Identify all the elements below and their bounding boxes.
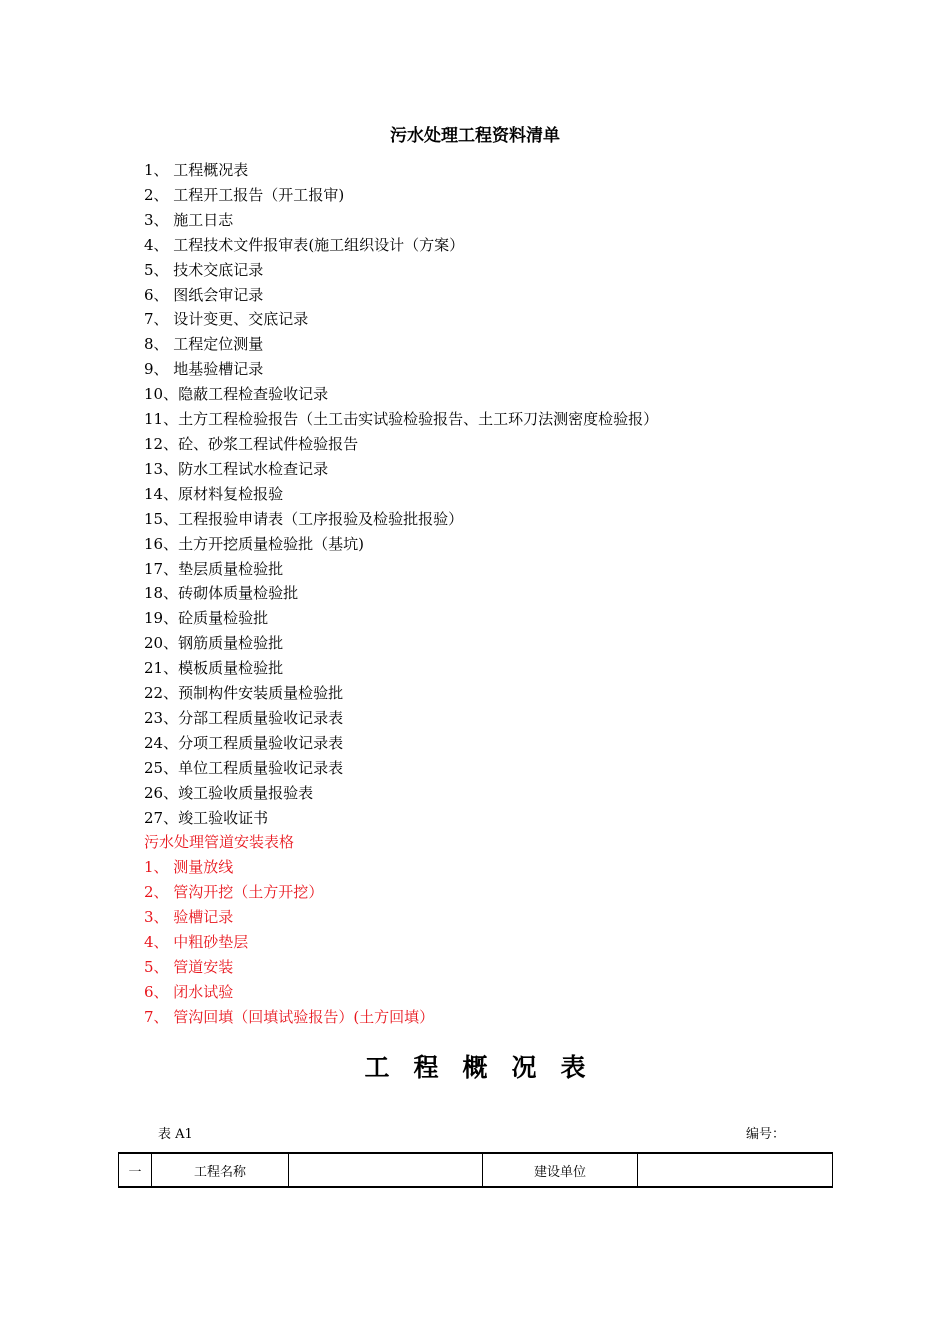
list-item: 2、 管沟开挖（土方开挖） <box>144 883 324 902</box>
list-item: 21、模板质量检验批 <box>144 659 284 678</box>
list-item: 16、土方开挖质量检验批（基坑) <box>144 534 364 553</box>
overview-title: 工程概况表 <box>364 1053 610 1082</box>
row-index: 一 <box>119 1153 152 1187</box>
page-title: 污水处理工程资料清单 <box>390 126 560 146</box>
list-item: 22、预制构件安装质量检验批 <box>144 684 344 703</box>
list-item: 20、钢筋质量检验批 <box>144 634 284 653</box>
project-name-label: 工程名称 <box>152 1153 289 1187</box>
pipe-section-title: 污水处理管道安装表格 <box>144 833 295 852</box>
list-item: 5、 管道安装 <box>144 958 234 976</box>
list-item: 13、防水工程试水检查记录 <box>144 459 329 478</box>
list-item: 23、分部工程质量验收记录表 <box>144 708 344 727</box>
list-item: 7、 设计变更、交底记录 <box>144 310 309 329</box>
list-item: 4、 工程技术文件报审表(施工组织设计（方案） <box>144 235 465 254</box>
list-item: 9、 地基验槽记录 <box>144 360 264 379</box>
list-item: 19、砼质量检验批 <box>144 609 269 628</box>
builder-label: 建设单位 <box>483 1153 638 1187</box>
list-item: 18、砖砌体质量检验批 <box>144 584 299 603</box>
list-item: 3、 施工日志 <box>144 210 234 229</box>
list-item: 6、 图纸会审记录 <box>144 285 264 304</box>
overview-table <box>118 1152 833 1188</box>
list-item: 11、土方工程检验报告（土工击实试验检验报告、土工环刀法测密度检验报） <box>144 410 659 429</box>
list-item: 2、 工程开工报告（开工报审) <box>144 185 345 204</box>
list-item: 1、 工程概况表 <box>144 161 249 179</box>
list-item: 27、竣工验收证书 <box>144 808 269 827</box>
number-label: 编号： <box>746 1127 786 1142</box>
list-item: 4、 中粗砂垫层 <box>144 933 249 952</box>
list-item: 12、砼、砂浆工程试件检验报告 <box>144 434 359 453</box>
list-item: 5、 技术交底记录 <box>144 260 264 279</box>
list-item: 26、竣工验收质量报验表 <box>144 783 314 802</box>
list-item: 1、 测量放线 <box>144 858 234 877</box>
list-item: 17、垫层质量检验批 <box>144 559 284 578</box>
list-item: 15、工程报验申请表（工序报验及检验批报验） <box>144 509 464 528</box>
list-item: 10、隐蔽工程检查验收记录 <box>144 385 329 404</box>
table-row <box>119 1153 833 1187</box>
list-item: 14、原材料复检报验 <box>144 484 284 503</box>
list-item: 24、分项工程质量验收记录表 <box>144 733 344 752</box>
project-name-value[interactable] <box>289 1153 483 1187</box>
list-item: 8、 工程定位测量 <box>144 335 264 354</box>
list-item: 6、 闭水试验 <box>144 982 234 1001</box>
table-label: 表 A1 <box>158 1127 193 1142</box>
list-item: 7、 管沟回填（回填试验报告）(土方回填） <box>144 1007 435 1026</box>
builder-value[interactable] <box>638 1153 833 1187</box>
list-item: 25、单位工程质量验收记录表 <box>144 758 344 777</box>
list-item: 3、 验槽记录 <box>144 908 234 927</box>
document-list <box>144 158 658 1030</box>
